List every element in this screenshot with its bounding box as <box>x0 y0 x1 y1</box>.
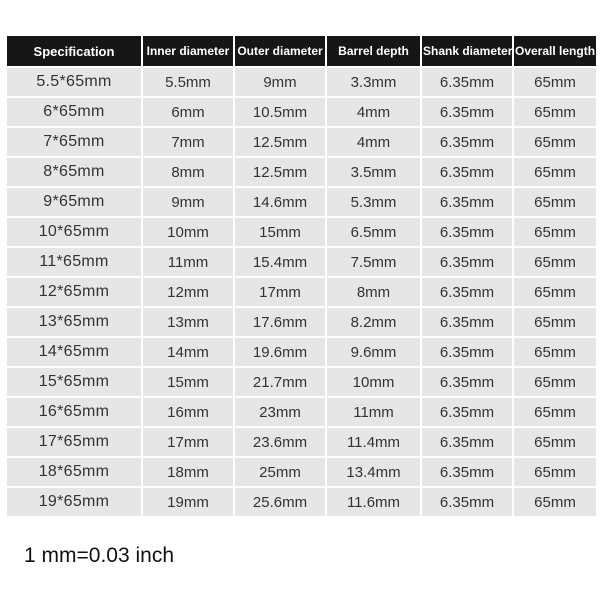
barrel-depth-cell: 3.5mm <box>327 158 420 186</box>
table-row <box>7 68 596 96</box>
inner-diameter-cell: 16mm <box>143 398 233 426</box>
outer-diameter-cell: 21.7mm <box>235 368 325 396</box>
barrel-depth-cell: 4mm <box>327 98 420 126</box>
outer-diameter-cell: 17mm <box>235 278 325 306</box>
overall-length-cell: 65mm <box>514 158 596 186</box>
overall-length-cell: 65mm <box>514 458 596 486</box>
inner-diameter-cell: 5.5mm <box>143 68 233 96</box>
shank-diameter-cell: 6.35mm <box>422 188 512 216</box>
outer-diameter-cell: 14.6mm <box>235 188 325 216</box>
inner-diameter-cell: 19mm <box>143 488 233 516</box>
barrel-depth-cell: 11.4mm <box>327 428 420 456</box>
inner-diameter-cell: 11mm <box>143 248 233 276</box>
shank-diameter-cell: 6.35mm <box>422 308 512 336</box>
table-row <box>7 248 596 276</box>
table-row <box>7 188 596 216</box>
shank-diameter-cell: 6.35mm <box>422 338 512 366</box>
inner-diameter-cell: 10mm <box>143 218 233 246</box>
header-barrel-depth: Barrel depth <box>327 36 420 66</box>
shank-diameter-cell: 6.35mm <box>422 398 512 426</box>
barrel-depth-cell: 7.5mm <box>327 248 420 276</box>
outer-diameter-cell: 9mm <box>235 68 325 96</box>
header-shank-diameter: Shank diameter <box>422 36 512 66</box>
table-row <box>7 128 596 156</box>
barrel-depth-cell: 4mm <box>327 128 420 156</box>
shank-diameter-cell: 6.35mm <box>422 218 512 246</box>
barrel-depth-cell: 3.3mm <box>327 68 420 96</box>
overall-length-cell: 65mm <box>514 308 596 336</box>
outer-diameter-cell: 15.4mm <box>235 248 325 276</box>
header-overall-length: Overall length <box>514 36 596 66</box>
inner-diameter-cell: 6mm <box>143 98 233 126</box>
shank-diameter-cell: 6.35mm <box>422 278 512 306</box>
spec-cell: 16*65mm <box>7 398 141 426</box>
overall-length-cell: 65mm <box>514 218 596 246</box>
spec-cell: 6*65mm <box>7 98 141 126</box>
shank-diameter-cell: 6.35mm <box>422 98 512 126</box>
barrel-depth-cell: 11.6mm <box>327 488 420 516</box>
table-row <box>7 428 596 456</box>
outer-diameter-cell: 25.6mm <box>235 488 325 516</box>
inner-diameter-cell: 18mm <box>143 458 233 486</box>
barrel-depth-cell: 11mm <box>327 398 420 426</box>
unit-conversion-note: 1 mm=0.03 inch <box>24 544 174 567</box>
overall-length-cell: 65mm <box>514 248 596 276</box>
overall-length-cell: 65mm <box>514 398 596 426</box>
table-row <box>7 398 596 426</box>
table-header-row <box>7 36 596 66</box>
barrel-depth-cell: 5.3mm <box>327 188 420 216</box>
outer-diameter-cell: 10.5mm <box>235 98 325 126</box>
spec-cell: 14*65mm <box>7 338 141 366</box>
shank-diameter-cell: 6.35mm <box>422 158 512 186</box>
table-row <box>7 98 596 126</box>
spec-cell: 11*65mm <box>7 248 141 276</box>
outer-diameter-cell: 17.6mm <box>235 308 325 336</box>
outer-diameter-cell: 23.6mm <box>235 428 325 456</box>
barrel-depth-cell: 6.5mm <box>327 218 420 246</box>
spec-cell: 8*65mm <box>7 158 141 186</box>
spec-cell: 18*65mm <box>7 458 141 486</box>
table-row <box>7 488 596 516</box>
inner-diameter-cell: 7mm <box>143 128 233 156</box>
spec-cell: 19*65mm <box>7 488 141 516</box>
table-body <box>7 68 596 516</box>
outer-diameter-cell: 23mm <box>235 398 325 426</box>
table-row <box>7 458 596 486</box>
outer-diameter-cell: 12.5mm <box>235 158 325 186</box>
inner-diameter-cell: 12mm <box>143 278 233 306</box>
spec-cell: 9*65mm <box>7 188 141 216</box>
overall-length-cell: 65mm <box>514 98 596 126</box>
shank-diameter-cell: 6.35mm <box>422 458 512 486</box>
table-row <box>7 338 596 366</box>
overall-length-cell: 65mm <box>514 188 596 216</box>
spec-cell: 5.5*65mm <box>7 68 141 96</box>
shank-diameter-cell: 6.35mm <box>422 68 512 96</box>
spec-table <box>5 34 598 518</box>
outer-diameter-cell: 15mm <box>235 218 325 246</box>
spec-cell: 17*65mm <box>7 428 141 456</box>
spec-cell: 7*65mm <box>7 128 141 156</box>
overall-length-cell: 65mm <box>514 488 596 516</box>
shank-diameter-cell: 6.35mm <box>422 488 512 516</box>
inner-diameter-cell: 15mm <box>143 368 233 396</box>
inner-diameter-cell: 17mm <box>143 428 233 456</box>
shank-diameter-cell: 6.35mm <box>422 368 512 396</box>
barrel-depth-cell: 9.6mm <box>327 338 420 366</box>
shank-diameter-cell: 6.35mm <box>422 128 512 156</box>
shank-diameter-cell: 6.35mm <box>422 428 512 456</box>
overall-length-cell: 65mm <box>514 338 596 366</box>
header-specification: Specification <box>7 36 141 66</box>
table-row <box>7 158 596 186</box>
outer-diameter-cell: 25mm <box>235 458 325 486</box>
spec-cell: 13*65mm <box>7 308 141 336</box>
table-row <box>7 308 596 336</box>
outer-diameter-cell: 12.5mm <box>235 128 325 156</box>
inner-diameter-cell: 9mm <box>143 188 233 216</box>
overall-length-cell: 65mm <box>514 278 596 306</box>
overall-length-cell: 65mm <box>514 68 596 96</box>
barrel-depth-cell: 8mm <box>327 278 420 306</box>
spec-cell: 15*65mm <box>7 368 141 396</box>
shank-diameter-cell: 6.35mm <box>422 248 512 276</box>
table-row <box>7 218 596 246</box>
outer-diameter-cell: 19.6mm <box>235 338 325 366</box>
overall-length-cell: 65mm <box>514 128 596 156</box>
spec-cell: 12*65mm <box>7 278 141 306</box>
barrel-depth-cell: 13.4mm <box>327 458 420 486</box>
spec-cell: 10*65mm <box>7 218 141 246</box>
overall-length-cell: 65mm <box>514 428 596 456</box>
inner-diameter-cell: 13mm <box>143 308 233 336</box>
inner-diameter-cell: 8mm <box>143 158 233 186</box>
barrel-depth-cell: 8.2mm <box>327 308 420 336</box>
spec-table-container <box>5 34 596 518</box>
table-row <box>7 278 596 306</box>
overall-length-cell: 65mm <box>514 368 596 396</box>
table-row <box>7 368 596 396</box>
barrel-depth-cell: 10mm <box>327 368 420 396</box>
header-inner-diameter: Inner diameter <box>143 36 233 66</box>
inner-diameter-cell: 14mm <box>143 338 233 366</box>
header-outer-diameter: Outer diameter <box>235 36 325 66</box>
